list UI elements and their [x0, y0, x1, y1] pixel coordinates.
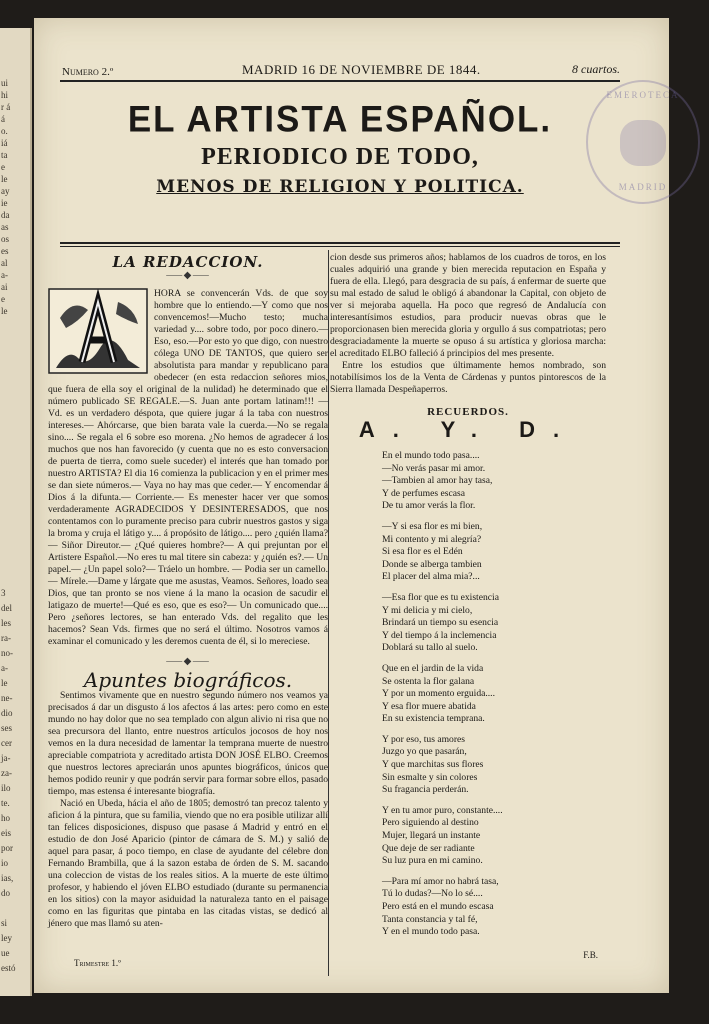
poem-line: Tú lo dudas?—No lo sé....	[382, 888, 483, 900]
poem-line: —No verás pasar mi amor.	[382, 462, 486, 474]
margin-fragment: estó	[1, 963, 16, 973]
stamp-crest-icon	[620, 120, 666, 166]
margin-fragment: al	[1, 258, 8, 268]
poem-line: Donde se alberga tambien	[382, 558, 482, 570]
poem-stanza	[382, 450, 606, 513]
margin-fragment: á	[1, 114, 5, 124]
newspaper-page	[34, 18, 680, 993]
newspaper-tagline: MENOS DE RELIGION Y POLITICA.	[156, 177, 524, 197]
stamp-bottom-text: MADRID	[618, 182, 668, 192]
margin-fragment: ie	[1, 198, 8, 208]
issue-header	[60, 56, 620, 82]
margin-fragment: ay	[1, 186, 10, 196]
poem-line: Tanta constancia y tal fé,	[382, 913, 478, 925]
margin-fragment: ue	[1, 948, 10, 958]
margin-fragment: ui	[1, 78, 9, 88]
margin-fragment: o.	[1, 126, 8, 136]
margin-fragment: 3	[1, 588, 6, 598]
poem-stanza	[382, 805, 606, 868]
margin-fragment: ta	[1, 150, 8, 160]
poem-line: Pero está en el mundo escasa	[382, 901, 494, 912]
margin-fragment: por	[1, 843, 13, 853]
column-left	[48, 252, 328, 930]
margin-fragment: do	[1, 888, 10, 898]
poem-line: De tu amor verás la flor.	[382, 500, 476, 512]
poem-dedication: A. Y. D.	[358, 417, 578, 442]
margin-fragment: da	[1, 210, 10, 220]
margin-fragment: del	[1, 603, 12, 613]
column-right	[330, 252, 606, 961]
margin-fragment: e	[1, 294, 5, 304]
masthead	[60, 100, 620, 197]
ornament-divider: ⸺◆⸺	[165, 270, 211, 281]
poem-line: Se ostenta la flor galana	[382, 675, 475, 687]
margin-fragment: a-	[1, 663, 8, 673]
poem-line: Juzgo yo que pasarán,	[382, 746, 467, 758]
poem-line: Y esa flor muere abatida	[382, 700, 476, 712]
margin-fragment: hi	[1, 90, 9, 100]
margin-fragment: za-	[1, 768, 12, 778]
poem-signature: F.B.	[583, 949, 598, 960]
margin-fragment: iá	[1, 138, 8, 148]
apuntes-paragraph-1: Sentimos vivamente que en nuestro segundo número nos veamos ya precisados á dar un disgusto á los afectos á las artes: pero como en este mundo no hay dolor que no sea templado con algun alivio ni risa que no sea precursora del llanto, entre nuestros artículos jocosos de hoy nos vemos en la dura necesidad de lamentar la temprana muerte de nuestro apreciable compatriota y acreditado artista DON JOSÉ ELBO. Creemos que nuestros lectores apreciarán unos apuntes biográficos, únicos que hemos podido reunir y que podrán servir para formar sobre ellos, pasado tiempo, mas estensa é interesante biografía.	[48, 690, 328, 797]
poem-stanza	[382, 521, 606, 584]
poem-line: —Esa flor que es tu existencia	[382, 591, 499, 603]
ornament-divider-2: ⸺◆⸺	[165, 656, 211, 667]
poem-line: —Tambien al amor hay tasa,	[382, 475, 493, 487]
apuntes-continuation: cion desde sus primeros años; hablamos de los cuadros de toros, en los cuales adquirió una grande y bien merecida reputacion en España y fuera de ella. Llegó, para desgracia de su país, á enfermar de suerte que su mal estado de salud le obligó á abandonar la Capital, con objeto de ver si mejoraba aquella. Ha poco que regresó de Andalucía con interesantísimos estudios, para producir nuevas obras que le proporcionasen bien merecida gloria y orgullo á sus compatriotas; pero desgraciadamente la muerte se opuso á su artística y gloriosa marcha: el acreditado ELBO falleció á principios del mes presente.	[330, 252, 606, 359]
apuntes-closing: Entre los estudios que últimamente hemos nombrado, son notabilísimos los de la Venta de Cárdenas y puntos pintorescos de la Sierra llamada Despeñaperros.	[330, 360, 606, 395]
margin-fragment: no-	[1, 648, 13, 658]
margin-fragment: si	[1, 918, 8, 928]
poem-stanza	[382, 663, 606, 726]
poem-line: Si esa flor es el Edén	[382, 546, 463, 558]
margin-fragment: le	[1, 174, 8, 184]
margin-fragment: ja-	[1, 753, 11, 763]
poem-line: —Para mí amor no habrá tasa,	[382, 875, 499, 887]
poem-line: Y en tu amor puro, constante....	[382, 804, 503, 816]
poem-line: Pero siguiendo al destino	[382, 817, 479, 829]
poem-line: Y que marchitas sus flores	[382, 759, 484, 771]
margin-fragment: ses	[1, 723, 12, 733]
poem-line: En su existencia temprana.	[382, 713, 485, 725]
margin-fragment: a-	[1, 270, 8, 280]
poem-line: Mi contento y mi alegría?	[382, 533, 482, 545]
adjacent-page-edge	[0, 28, 32, 996]
margin-fragment: les	[1, 618, 11, 628]
margin-fragment: ilo	[1, 783, 11, 793]
issue-price: 8 cuartos.	[572, 62, 620, 76]
margin-fragment: ias,	[1, 873, 14, 883]
margin-fragment: ley	[1, 933, 12, 943]
poem-line: Que deje de ser radiante	[382, 842, 475, 854]
section-title-redaccion: LA REDACCION.	[112, 253, 264, 271]
margin-fragment: dio	[1, 708, 13, 718]
section-title-recuerdos: RECUERDOS.	[427, 406, 509, 418]
poem-stanza	[382, 734, 606, 797]
poem-line: Y en el mundo todo pasa.	[382, 926, 480, 938]
margin-fragment: cer	[1, 738, 12, 748]
poem-line: El placer del alma mia?...	[382, 571, 480, 583]
poem-line: Que en el jardin de la vida	[382, 662, 484, 674]
poem-stanza	[382, 592, 606, 655]
decorated-initial-icon	[48, 288, 148, 374]
margin-fragment: ho	[1, 813, 10, 823]
margin-fragment: eis	[1, 828, 11, 838]
newspaper-title: EL ARTISTA ESPAÑOL.	[127, 99, 553, 140]
margin-fragment: le	[1, 306, 8, 316]
poem-line: Doblará su tallo al suelo.	[382, 642, 478, 654]
poem-line: Y de perfumes escasa	[382, 487, 466, 499]
poem-line: En el mundo todo pasa....	[382, 450, 480, 461]
newspaper-subtitle: PERIODICO DE TODO,	[201, 144, 479, 170]
margin-fragment: es	[1, 246, 9, 256]
poem-stanza	[382, 876, 606, 939]
margin-fragment: te.	[1, 798, 10, 808]
margin-fragment: os	[1, 234, 10, 244]
section-title-apuntes: Apuntes biográficos.	[83, 668, 293, 692]
margin-fragment: r á	[1, 102, 11, 112]
margin-fragment: le	[1, 678, 8, 688]
poem	[382, 450, 606, 939]
trimester-note: Trimestre 1.º	[74, 958, 121, 968]
poem-line: Sin esmalte y sin colores	[382, 771, 478, 783]
issue-number: Numero 2.º	[62, 66, 114, 78]
apuntes-paragraph-2: Nació en Ubeda, hácia el año de 1805; demostró tan precoz talento y aficion á la pintura, que su familia, viendo que no era posible utilizar allí tan felices disposiciones, dispuso que pasase á Madrid y entró en el estudio de don José Aparicio (pintor de cámara de S. M.) y salió de aquel para pasar, á poco tiempo, en clase de ayudante del célebre don Fernando Brambilla, que á la sazon estaba de órden de S. M. sacando una coleccion de vistas de los reales sitios. A la muerte de este último profesor, y habiendo el jóven ELBO estudiado (durante su permanencia en los sitios) con la mayor asiduidad la naturaleza tanto en el paisage como en las figuritas que pintaba en las citadas vistas, se dedicó al jénero que mas llamó su aten-	[48, 798, 328, 929]
poem-line: Y mi delicia y mi cielo,	[382, 604, 473, 616]
stamp-top-text: EMEROTECA	[606, 90, 680, 100]
margin-fragment: ai	[1, 282, 8, 292]
poem-line: Y por eso, tus amores	[382, 733, 466, 745]
poem-line: Mujer, llegará un instante	[382, 830, 481, 842]
column-divider	[328, 250, 329, 976]
margin-fragment: ra-	[1, 633, 11, 643]
margin-fragment: as	[1, 222, 9, 232]
poem-line: Su fragancia perderán.	[382, 784, 469, 796]
masthead-rule	[60, 242, 620, 247]
issue-date: MADRID 16 DE NOVIEMBRE DE 1844.	[242, 62, 481, 77]
poem-line: Su luz pura en mi camino.	[382, 855, 483, 867]
poem-line: —Y si esa flor es mi bien,	[382, 520, 483, 532]
margin-fragment: e	[1, 162, 5, 172]
redaccion-paragraph: HORA se convencerán Vds. de que soy hombre que lo entiendo.—Y como que nos convencemos!—Mucho testo; mucha variedad y.... sobre todo, por poco dinero.—Eso, eso.—Por esto yo que digo, con nuestro cólega UNO DE TANTOS, que quiero ser absolutista para mandar y republicano para obedecer (en esta redaccion señores mios, que fuera de ella soy el original de la nulidad) he determinado que el número publicado SE REGALE.—S. Juan ante portam latinam!!! — Vd. es un verdadero déspota, que quiere jugar á la taba con nuestros intereses.— Ahórcarse, que bien barata vale la cuerda.—No se regala sino.... Se regala el 6 sobre eso morena. ¿No hemos de agradecer á los muchos que nos han favorecido (y cuenta que no es esto conversacion de puerta de tierra, como suele suceder) el interés que han tomado por nuestro ARTISTA? El dia 16 comienza la publicacion y en el primer mes se dan siete números.— Vaya no hay mas que ceder.— Y encomendar á Dios á la difunta.— Corriente.— Es menester hacer ver que somos verdaderamente AGRADECIDOS Y DESINTERESADOS, que nos contentamos con lo puramente preciso para cubrir nuestros gastos y siga la broma y cruja el látigo y.... á propósito de látigo.... pero ¿quién llama?— Siñor Direutor.— ¿Qué quieres hombre?— A qui prejuntan por el Artistere Español.—No eres tu mal titere sin cabeza: y ¿quién es?.— Un papel.— ¿Un papel solo?— Tráelo un hombre. — Podia ser un camello.— Mírele.—Dame y lárgate que me asustas, Veamos. Señores, loado sea Dios, que tan pronto se nos viene á la mano la ocasion de sacudir el latigazo de muerte!—Qué es eso, que es eso?— Un comunicado que.... Pero ¿señores lectores, se han enterado Vds. del regalito que les hacemos? Sean Vds. firmes que no será el último. Nosotros vamos á examinar el comunicado y les deremos cuenta de él, si lo mereciese.	[48, 288, 328, 647]
margin-fragment: ne-	[1, 693, 13, 703]
margin-fragment: io	[1, 858, 9, 868]
poem-line: Y por un momento erguida....	[382, 688, 495, 700]
poem-line: Brindará un tiempo su esencia	[382, 617, 499, 629]
poem-line: Y del tiempo á la inclemencia	[382, 629, 497, 641]
